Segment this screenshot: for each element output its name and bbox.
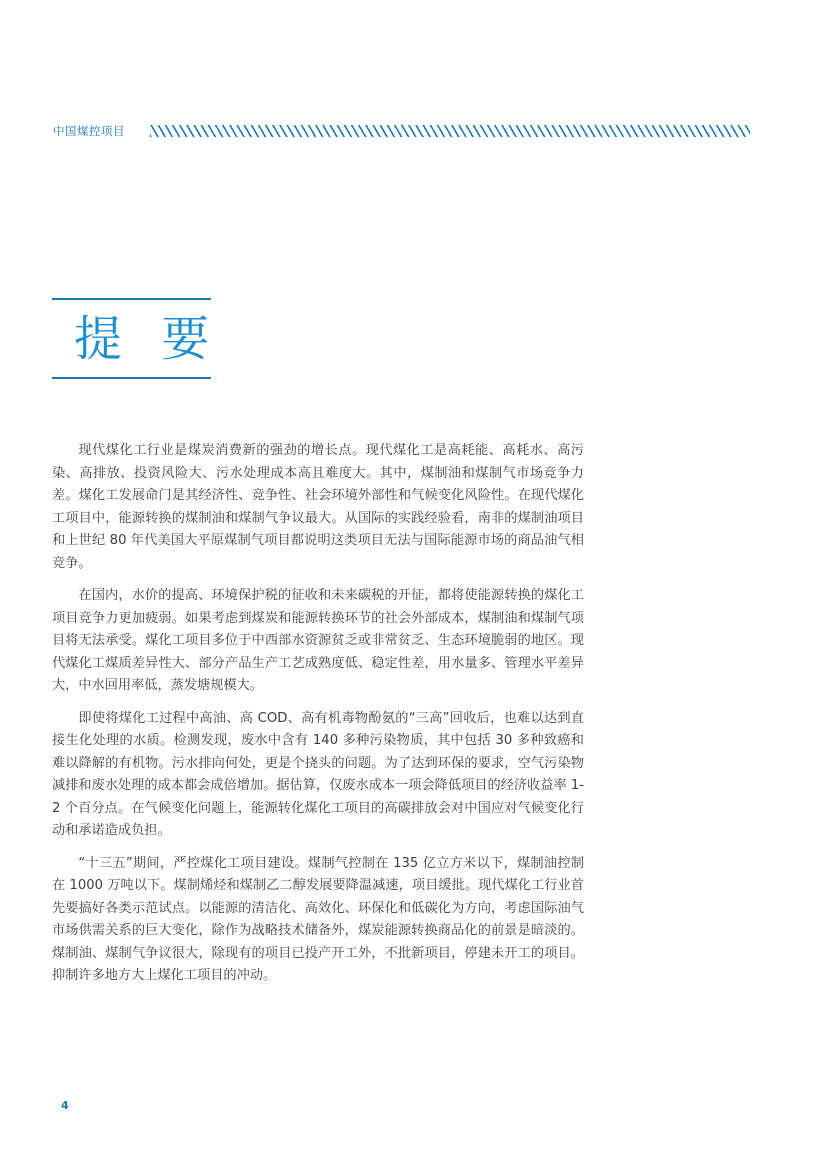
page-number: 4 xyxy=(61,1099,69,1112)
section-title: 提 要 xyxy=(74,311,222,367)
running-header-title: 中国煤控项目 xyxy=(53,124,125,138)
title-bottom-rule xyxy=(52,377,211,379)
paragraph-2: 在国内，水价的提高、环境保护税的征收和未来碳税的开征，都将使能源转换的煤化工项目竞争力更加疲弱。如果考虑到煤炭和能源转换环节的社会外部成本，煤制油和煤制气项目将无法承受。煤化工项目多位于中西部水资源贫乏或非常贫乏、生态环境脆弱的地区。现代煤化工煤质差异性大、部分产品生产工艺成熟度低、稳定性差，用水量多、管理水平差异大，中水回用率低，蒸发塘规模大。 xyxy=(52,588,584,693)
paragraph-1: 现代煤化工行业是煤炭消费新的强劲的增长点。现代煤化工是高耗能、高耗水、高污染、高排放、投资风险大、污水处理成本高且难度大。其中，煤制油和煤制气市场竞争力差。煤化工发展命门是其经济性、竞争性、社会环境外部性和气候变化风险性。在现代煤化工项目中，能源转换的煤制油和煤制气争议最大。从国际的实践经验看，南非的煤制油项目和上世纪 80 年代美国大平原煤制气项目都说明这类项目无法与国际能源市场的商品油气相竞争。 xyxy=(52,443,584,571)
header-hatch-decoration xyxy=(150,125,750,137)
paragraph-3: 即使将煤化工过程中高油、高 COD、高有机毒物酚氨的“三高”回收后，也难以达到直接生化处理的水质。检测发现，废水中含有 140 多种污染物质，其中包括 30 多种致癌和难以降解的有机物。污水排向何处，更是个挠头的问题。为了达到环保的要求，空气污染物减排和废水处理的成本都会成倍增加。据估算，仅废水成本一项会降低项目的经济收益率 1-2 个百分点。在气候变化问题上，能源转化煤化工项目的高碳排放会对中国应对气候变化行动和承诺造成负担。 xyxy=(52,710,584,838)
summary-body xyxy=(52,440,584,998)
paragraph-4: “十三五”期间，严控煤化工项目建设。煤制气控制在 135 亿立方米以下，煤制油控制在 1000 万吨以下。煤制烯烃和煤制乙二醇发展要降温减速，项目缓批。现代煤化工行业首先要搞好各类示范试点。以能源的清洁化、高效化、环保化和低碳化为方向，考虑国际油气市场供需关系的巨大变化，除作为战略技术储备外，煤炭能源转换商品化的前景是暗淡的。煤制油、煤制气争议很大，除现有的项目已投产开工外，不批新项目，停建未开工的项目。抑制许多地方大上煤化工项目的冲动。 xyxy=(52,855,584,983)
title-top-rule xyxy=(52,298,211,300)
